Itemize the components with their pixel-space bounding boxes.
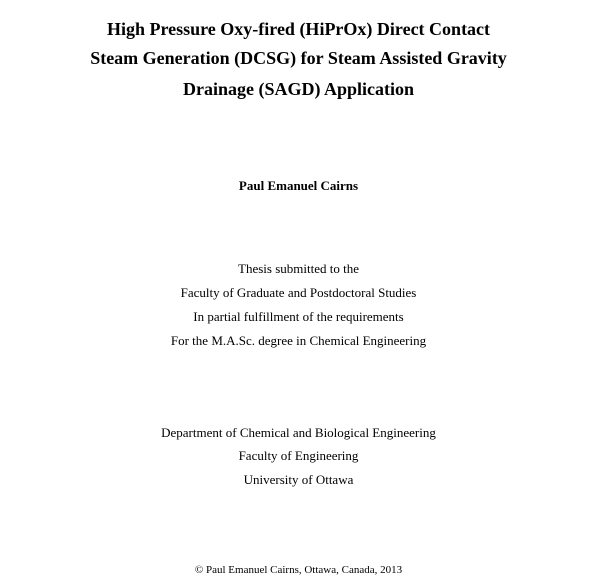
author-name: Paul Emanuel Cairns xyxy=(238,178,359,193)
title-line-1: High Pressure Oxy-fired (HiPrOx) Direct Contact xyxy=(106,19,491,39)
affiliation-university: University of Ottawa xyxy=(243,472,354,487)
submission-line-3: In partial fulfillment of the requirements xyxy=(193,309,404,324)
title-line-2: Steam Generation (DCSG) for Steam Assisted Gravity xyxy=(90,48,507,68)
affiliation-department: Department of Chemical and Biological Engineering xyxy=(161,425,436,440)
submission-line-2: Faculty of Graduate and Postdoctoral Studies xyxy=(180,285,417,300)
title-line-3: Drainage (SAGD) Application xyxy=(182,79,414,99)
copyright-notice: © Paul Emanuel Cairns, Ottawa, Canada, 2013 xyxy=(194,564,403,576)
submission-line-1: Thesis submitted to the xyxy=(238,261,359,276)
affiliation-faculty: Faculty of Engineering xyxy=(238,448,359,463)
submission-line-4: For the M.A.Sc. degree in Chemical Engineering xyxy=(170,333,427,348)
